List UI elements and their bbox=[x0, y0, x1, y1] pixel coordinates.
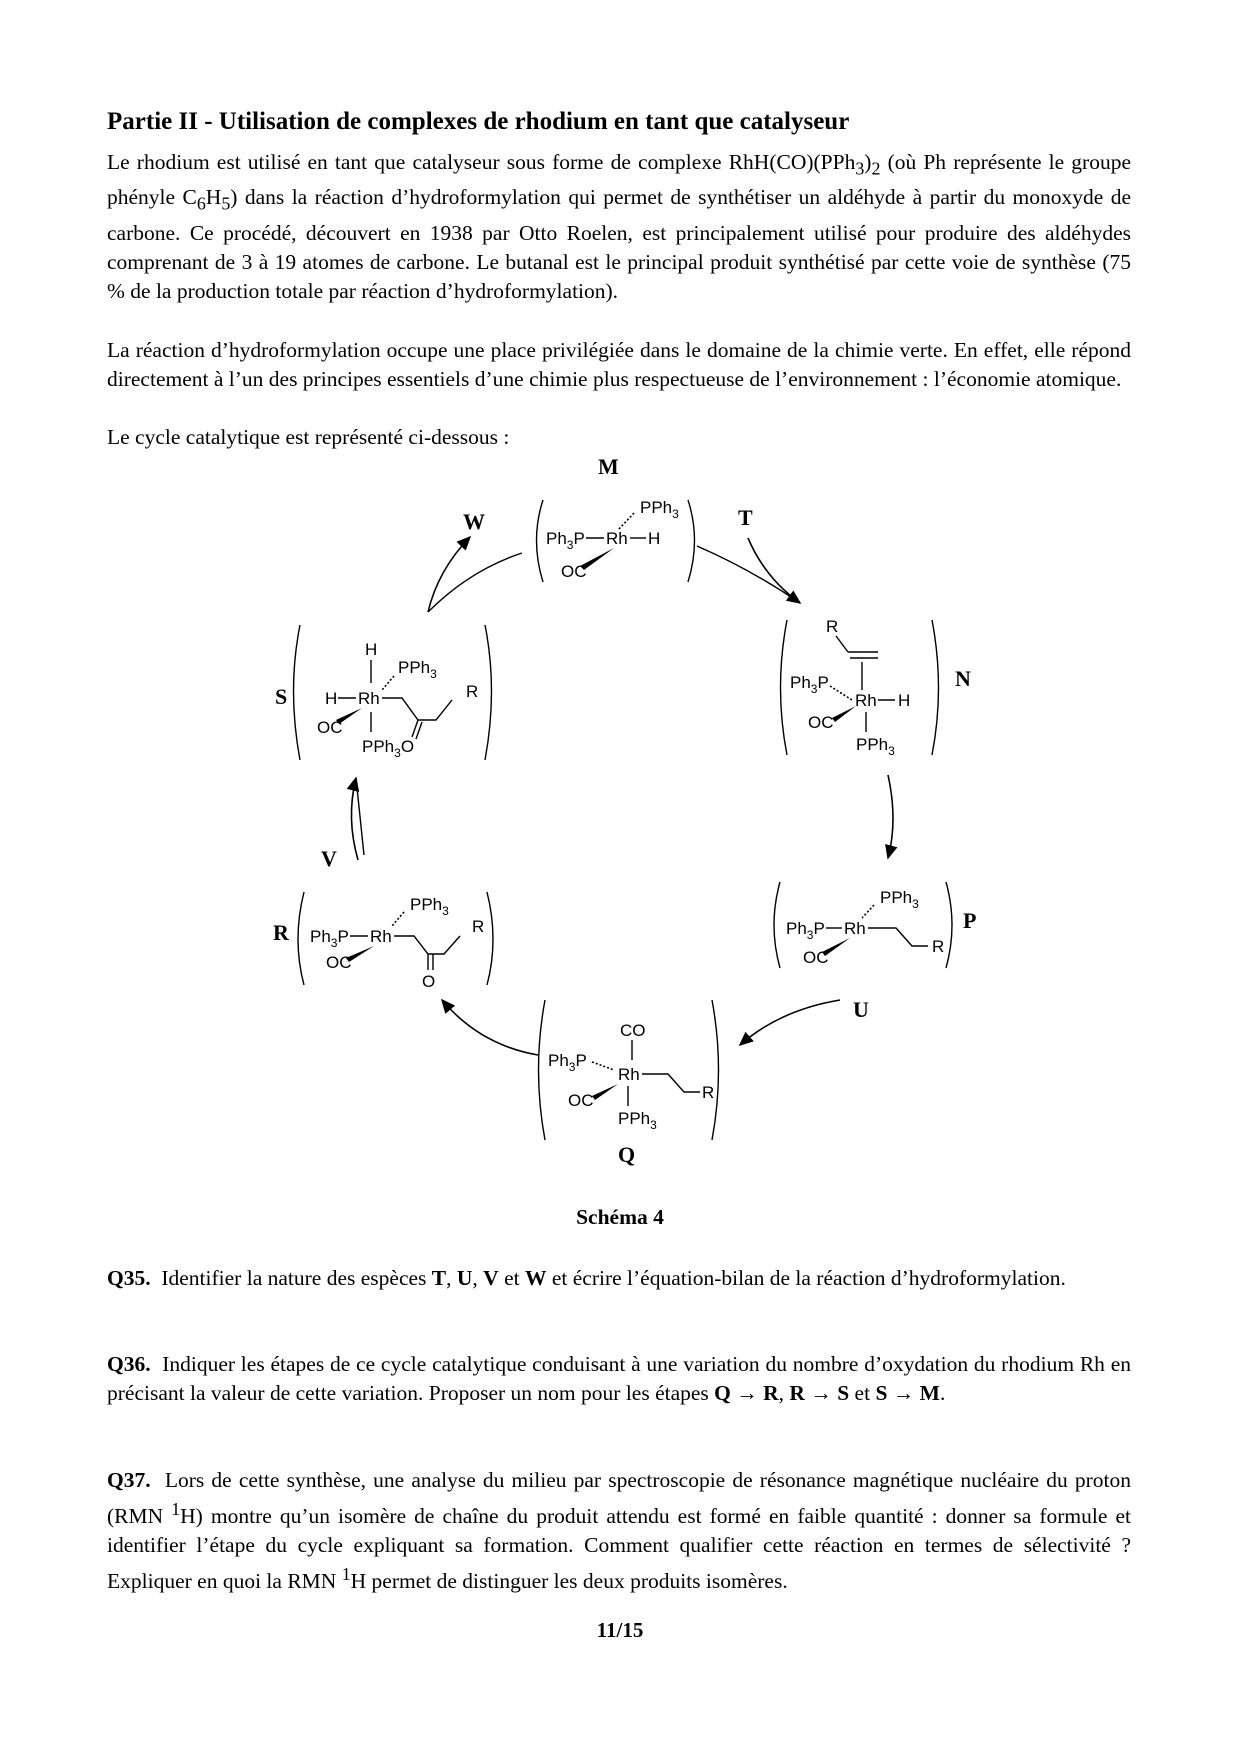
label-V: V bbox=[321, 846, 337, 871]
svg-text:Rh: Rh bbox=[370, 927, 392, 946]
label-P: P bbox=[963, 908, 977, 933]
complex-R bbox=[298, 892, 493, 991]
page-number: 11/15 bbox=[596, 1618, 644, 1642]
svg-text:Rh: Rh bbox=[606, 529, 628, 548]
svg-text:H: H bbox=[648, 529, 661, 548]
complex-M bbox=[537, 498, 695, 582]
svg-text:H: H bbox=[365, 640, 378, 659]
svg-text:PPh3O: PPh$_3$O bbox=[362, 737, 415, 760]
svg-text:R: R bbox=[466, 682, 479, 701]
arrow-U bbox=[740, 1000, 840, 1045]
svg-text:Rh: Rh bbox=[855, 691, 877, 710]
arrow-V-feed bbox=[356, 778, 364, 855]
svg-text:PPh3: PPh$_3$ bbox=[640, 498, 679, 521]
svg-text:O: O bbox=[422, 972, 436, 991]
complex-Q bbox=[539, 1000, 719, 1140]
svg-text:PPh3: PPh$_3$ bbox=[856, 735, 895, 758]
arrow-T-feed bbox=[697, 546, 800, 603]
svg-text:Ph3P: $Ph_3P$ bbox=[790, 673, 829, 696]
svg-text:R: R bbox=[826, 617, 839, 636]
svg-text:R: R bbox=[472, 917, 485, 936]
svg-text:CO: CO bbox=[620, 1021, 646, 1040]
svg-text:H: H bbox=[325, 689, 338, 708]
svg-text:Rh: Rh bbox=[618, 1065, 640, 1084]
section-title: Partie II - Utilisation de complexes de rhodium en tant que catalyseur bbox=[107, 108, 850, 135]
svg-text:Ph3P: $Ph_3P$ bbox=[310, 927, 349, 950]
intro-paragraph-3: Le cycle catalytique est représenté ci-dessous : bbox=[107, 425, 510, 449]
arrow-W bbox=[428, 537, 470, 612]
label-N: N bbox=[955, 666, 971, 691]
question-36: Q36. Indiquer les étapes de ce cycle catalytique conduisant à une variation du nombre d’oxydation du rhodium Rh en précisant la valeur de cette variation. Proposer un nom pour les étapes Q → R, R → S et S → M. bbox=[107, 1352, 1131, 1405]
svg-text:PPh3: PPh$_3$ bbox=[880, 888, 919, 911]
svg-text:Rh: Rh bbox=[358, 689, 380, 708]
svg-text:Ph3P: $Ph_3P$ bbox=[548, 1051, 587, 1074]
svg-text:R: R bbox=[702, 1083, 715, 1102]
catalytic-cycle-scheme bbox=[0, 440, 1240, 1200]
intro-paragraph-1: Le rhodium est utilisé en tant que catalyseur sous forme de complexe $RhH(CO)(PPh_3)_2$ (où Ph représente le groupe phényle $C_6H_5$) dans la réaction d’hydroformylation qui permet de synthétiser un aldéhyde à partir du monoxyde de carbone. Ce procédé, découvert en 1938 par Otto Roelen, est principalement utilisé pour produire des aldéhydes comprenant de 3 à 19 atomes de carbone. Le butanal est le principal produit synthétisé par cette voie de synthèse (75 % de la production totale par réaction d’hydroformylation). bbox=[107, 150, 1132, 303]
svg-text:R: R bbox=[932, 937, 945, 956]
svg-text:OC: OC bbox=[803, 948, 829, 967]
arrow-Q-to-R bbox=[442, 1000, 538, 1055]
complex-P bbox=[774, 882, 952, 968]
svg-text:Ph3P: $Ph_3P$ bbox=[546, 529, 585, 552]
svg-text:Rh: Rh bbox=[844, 919, 866, 938]
complex-S bbox=[294, 625, 492, 760]
svg-text:OC: OC bbox=[808, 713, 834, 732]
arrow-N-to-P bbox=[888, 775, 893, 858]
svg-text:Ph3P: $Ph_3P$ bbox=[786, 919, 825, 942]
svg-text:H: H bbox=[898, 691, 911, 710]
intro-paragraph-2: La réaction d’hydroformylation occupe une place privilégiée dans le domaine de la chimie verte. En effet, elle répond directement à l’un des principes essentiels d’une chimie plus respectueuse de l’environnement : l’économie atomique. bbox=[107, 338, 1131, 391]
svg-text:PPh3: PPh$_3$ bbox=[618, 1109, 657, 1132]
arrow-W-feed bbox=[428, 553, 522, 612]
label-S: S bbox=[275, 684, 288, 709]
svg-text:OC: OC bbox=[568, 1091, 594, 1110]
label-R: R bbox=[273, 920, 289, 945]
label-Q: Q bbox=[618, 1142, 636, 1167]
label-W: W bbox=[463, 509, 485, 534]
svg-text:OC: OC bbox=[561, 562, 587, 581]
question-35: Q35. Identifier la nature des espèces T, U, V et W et écrire l’équation-bilan de la réaction d’hydroformylation. bbox=[107, 1266, 1066, 1290]
label-M: M bbox=[598, 454, 619, 479]
svg-text:OC: OC bbox=[317, 718, 343, 737]
question-37: Q37. Lors de cette synthèse, une analyse du milieu par spectroscopie de résonance magnétique nucléaire du proton (RMN $^1$H) montre qu’un isomère de chaîne du produit attendu est formé en faible quantité : donner sa formule et identifier l’étape du cycle expliquant sa formation. Comment qualifier cette réaction en termes de sélectivité ? Expliquer en quoi la RMN $^1$H permet de distinguer les deux produits isomères. bbox=[107, 1468, 1131, 1594]
label-U: U bbox=[853, 997, 869, 1022]
svg-text:PPh3: PPh$_3$ bbox=[398, 658, 437, 681]
svg-text:OC: OC bbox=[326, 953, 352, 972]
scheme-caption: Schéma 4 bbox=[576, 1205, 664, 1229]
svg-text:PPh3: PPh$_3$ bbox=[410, 895, 449, 918]
label-T: T bbox=[738, 505, 753, 530]
arrow-T bbox=[748, 538, 800, 603]
complex-N bbox=[781, 617, 939, 758]
